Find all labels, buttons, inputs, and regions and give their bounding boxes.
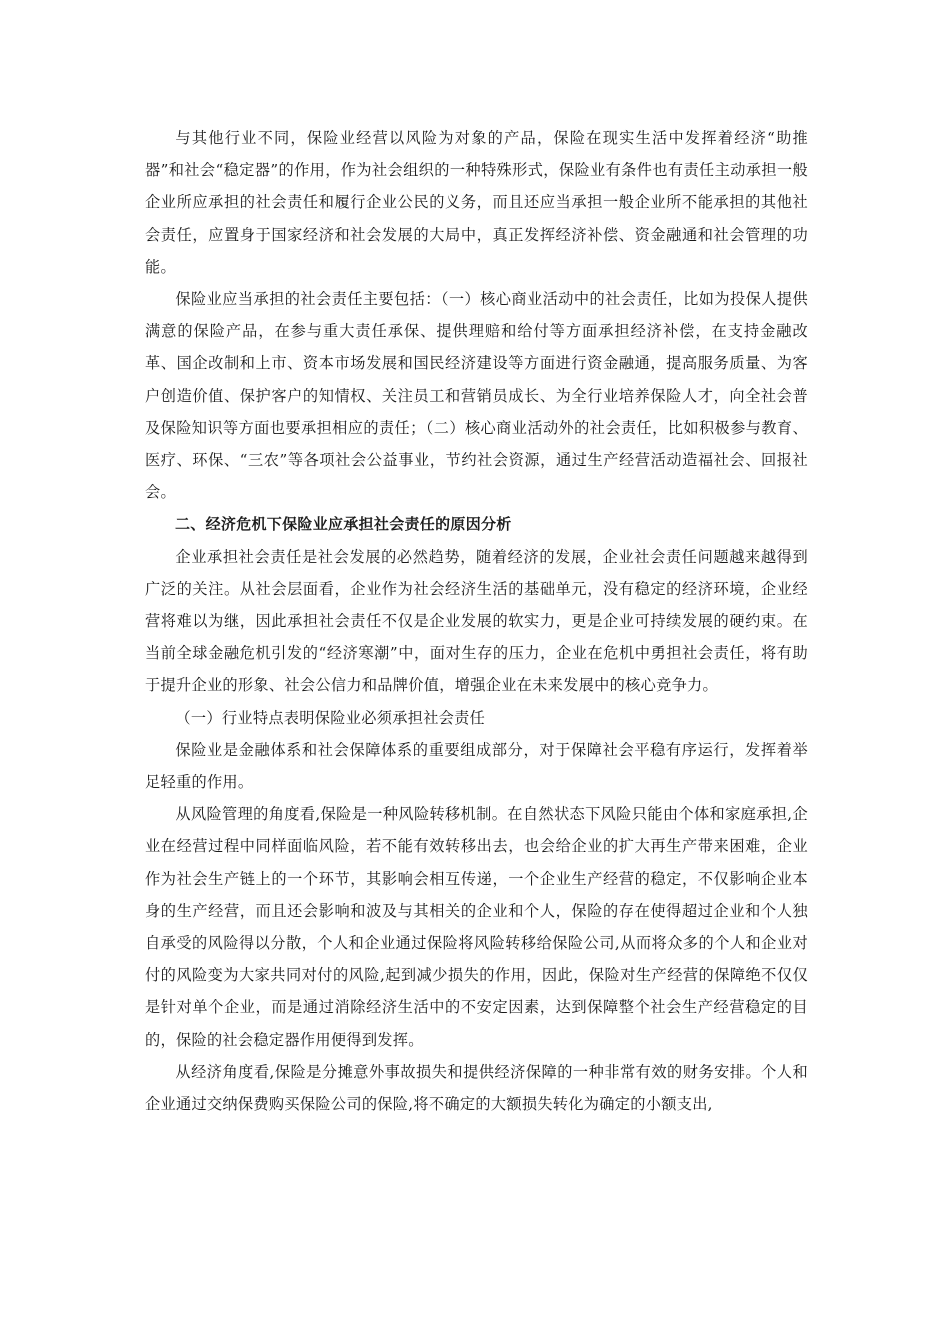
paragraph-4: 保险业是金融体系和社会保障体系的重要组成部分，对于保障社会平稳有序运行，发挥着举足轻重的作用。: [145, 740, 808, 792]
paragraph-5: 从风险管理的角度看,保险是一种风险转移机制。在自然状态下风险只能由个体和家庭承担,企业在经营过程中同样面临风险，若不能有效转移出去，也会给企业的扩大再生产带来困难，企业作为社会生产链上的一个环节，其影响会相互传递，一个企业生产经营的稳定，不仅影响企业本身的生产经营，而且还会影响和波及与其相关的企业和个人，保险的存在使得超过企业和个人独自承受的风险得以分散，个人和企业通过保险将风险转移给保险公司,从而将众多的个人和企业对付的风险变为大家共同对付的风险,起到减少损失的作用，因此，保险对生产经营的保障绝不仅仅是针对单个企业，而是通过消除经济生活中的不安定因素，达到保障整个社会生产经营稳定的目的，保险的社会稳定器作用便得到发挥。: [145, 805, 808, 1049]
subsection-heading: （一）行业特点表明保险业必须承担社会责任: [175, 708, 486, 727]
document-body: [145, 122, 808, 1120]
paragraph-1: 与其他行业不同，保险业经营以风险为对象的产品，保险在现实生活中发挥着经济“助推器”和社会“稳定器”的作用，作为社会组织的一种特殊形式，保险业有条件也有责任主动承担一般企业所应承担的社会责任和履行企业公民的义务，而且还应当承担一般企业所不能承担的其他社会责任，应置身于国家经济和社会发展的大局中，真正发挥经济补偿、资金融通和社会管理的功能。: [145, 129, 808, 276]
paragraph-6: 从经济角度看,保险是分摊意外事故损失和提供经济保障的一种非常有效的财务安排。个人和企业通过交纳保费购买保险公司的保险,将不确定的大额损失转化为确定的小额支出,: [145, 1062, 808, 1114]
section-heading: 二、经济危机下保险业应承担社会责任的原因分析: [175, 515, 512, 534]
paragraph-3: 企业承担社会责任是社会发展的必然趋势，随着经济的发展，企业社会责任问题越来越得到广泛的关注。从社会层面看，企业作为社会经济生活的基础单元，没有稳定的经济环境，企业经营将难以为继，因此承担社会责任不仅是企业发展的软实力，更是企业可持续发展的硬约束。在当前全球金融危机引发的“经济寒潮”中，面对生存的压力，企业在危机中勇担社会责任，将有助于提升企业的形象、社会公信力和品牌价值，增强企业在未来发展中的核心竞争力。: [145, 547, 808, 695]
paragraph-2: 保险业应当承担的社会责任主要包括：（一）核心商业活动中的社会责任，比如为投保人提供满意的保险产品，在参与重大责任承保、提供理赔和给付等方面承担经济补偿，在支持金融改革、国企改制和上市、资本市场发展和国民经济建设等方面进行资金融通，提高服务质量、为客户创造价值、保护客户的知情权、关注员工和营销员成长、为全行业培养保险人才，向全社会普及保险知识等方面也要承担相应的责任；（二）核心商业活动外的社会责任，比如积极参与教育、医疗、环保、“三农”等各项社会公益事业，节约社会资源，通过生产经营活动造福社会、回报社会。: [145, 290, 808, 502]
